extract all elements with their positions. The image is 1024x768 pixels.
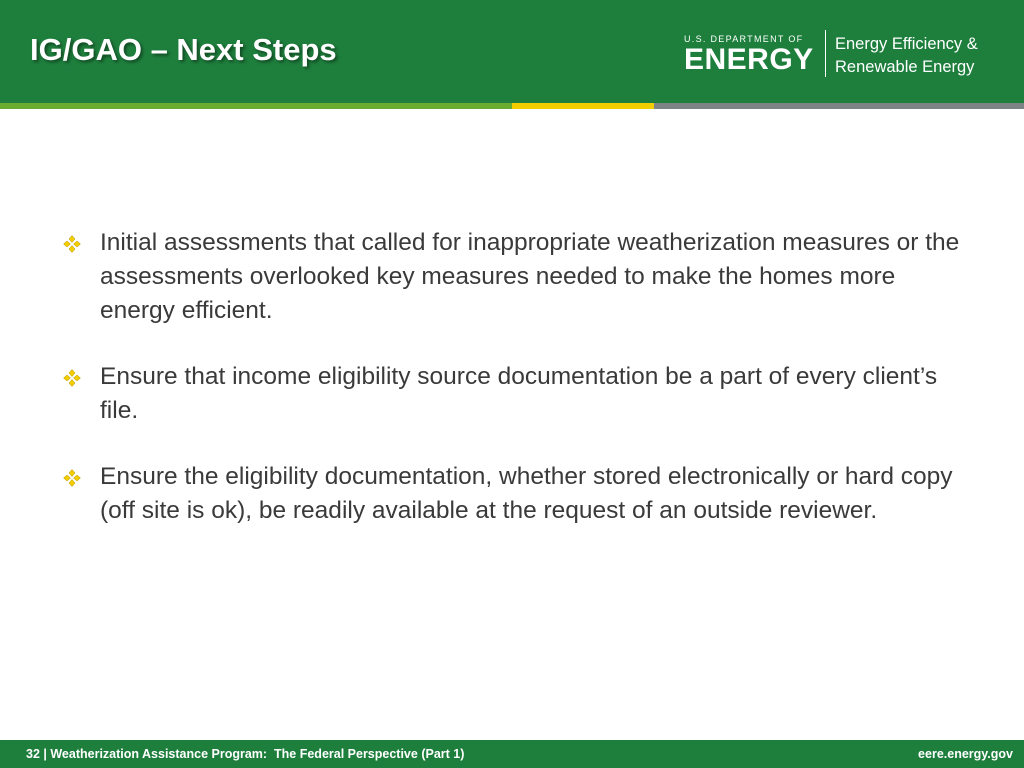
logo-energy-wordmark: ENERGY [684, 43, 814, 76]
accent-stripe-green [0, 103, 512, 109]
footer-website-link[interactable]: eere.energy.gov [918, 747, 1013, 761]
logo-department-text: U.S. DEPARTMENT OF [684, 34, 804, 44]
diamond-four-icon [63, 469, 81, 487]
bullet-list [63, 226, 973, 560]
bullet-text: Ensure that income eligibility source documentation be a part of every client’s file. [100, 363, 938, 424]
slide-title: IG/GAO – Next Steps [30, 32, 337, 67]
diamond-four-icon [63, 235, 81, 253]
slide-header [0, 0, 1024, 103]
bullet-item [63, 226, 973, 328]
accent-stripe-yellow [512, 103, 654, 109]
logo-office-line2: Renewable Energy [835, 58, 975, 76]
bullet-text: Initial assessments that called for inappropriate weatherization measures or the assessments overlooked key measures needed to make the homes more energy efficient. [100, 229, 960, 324]
logo-office-line1: Energy Efficiency & [835, 35, 978, 53]
accent-stripe-gray [654, 103, 1024, 109]
logo-office-name [835, 33, 978, 79]
bullet-text: Ensure the eligibility documentation, whether stored electronically or hard copy (off site is ok), be readily available at the request of an outside reviewer. [100, 463, 953, 524]
logo-divider [825, 30, 826, 77]
footer-page-info: 32 | Weatherization Assistance Program: The Federal Perspective (Part 1) [26, 747, 465, 761]
diamond-four-icon [63, 369, 81, 387]
slide-footer [0, 740, 1024, 768]
bullet-item [63, 360, 973, 428]
doe-logo [684, 34, 819, 78]
bullet-item [63, 460, 973, 528]
